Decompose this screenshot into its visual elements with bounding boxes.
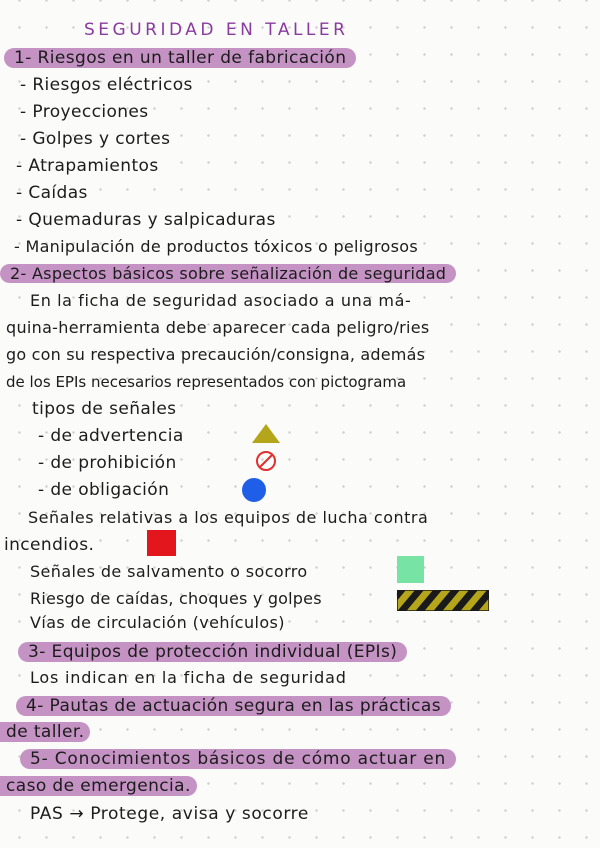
prohibition-sign-icon	[254, 449, 278, 473]
section-4-heading-cont: de taller.	[0, 721, 90, 743]
hazard-stripes-icon	[397, 590, 489, 611]
signs-heading: tipos de señales	[32, 399, 177, 419]
warning-triangle-icon	[250, 421, 282, 445]
sign-type-obligation: - de obligación	[38, 480, 170, 500]
traffic-routes-line: Vías de circulación (vehículos)	[30, 613, 285, 632]
risk-item: - Atrapamientos	[16, 156, 159, 176]
obligation-circle-icon	[240, 476, 268, 504]
section-5-heading-cont: caso de emergencia.	[0, 775, 197, 797]
rescue-signs-line: Señales de salvamento o socorro	[30, 562, 308, 581]
section-3-text: Los indican en la ficha de seguridad	[30, 668, 347, 687]
section-1-heading: 1- Riesgos en un taller de fabricación	[4, 47, 356, 69]
risk-item: - Riesgos eléctricos	[20, 75, 193, 95]
sign-type-warning: - de advertencia	[38, 426, 184, 446]
section-2-paragraph-line: de los EPIs necesarios representados con pictograma	[6, 373, 407, 391]
section-2-paragraph-line: En la ficha de seguridad asociado a una má-	[30, 291, 412, 310]
section-2-heading: 2- Aspectos básicos sobre señalización de seguridad	[0, 263, 456, 285]
fire-signs-line: incendios.	[4, 535, 95, 555]
section-3-heading: 3- Equipos de protección individual (EPIs)	[18, 641, 407, 663]
section-4-heading: 4- Pautas de actuación segura en las prácticas	[16, 695, 451, 717]
section-2-paragraph-line: go con su respectiva precaución/consigna, además	[6, 345, 426, 364]
section-5-heading: 5- Conocimientos básicos de cómo actuar en	[20, 748, 456, 770]
page-title: SEGURIDAD EN TALLER	[84, 20, 349, 40]
risk-item: - Manipulación de productos tóxicos o peligrosos	[14, 237, 418, 256]
risk-item: - Proyecciones	[20, 102, 149, 122]
risk-item: - Golpes y cortes	[20, 129, 171, 149]
pas-line: PAS → Protege, avisa y socorre	[30, 804, 309, 824]
fire-signs-line: Señales relativas a los equipos de lucha contra	[28, 508, 429, 527]
risk-item: - Caídas	[16, 183, 88, 203]
risk-item: - Quemaduras y salpicaduras	[16, 210, 276, 230]
fire-sign-red-square-icon	[147, 530, 176, 556]
falls-risk-line: Riesgo de caídas, choques y golpes	[30, 589, 322, 608]
rescue-sign-green-square-icon	[397, 556, 424, 583]
sign-type-prohibition: - de prohibición	[38, 453, 177, 473]
section-2-paragraph-line: quina-herramienta debe aparecer cada peligro/ries	[6, 318, 430, 337]
